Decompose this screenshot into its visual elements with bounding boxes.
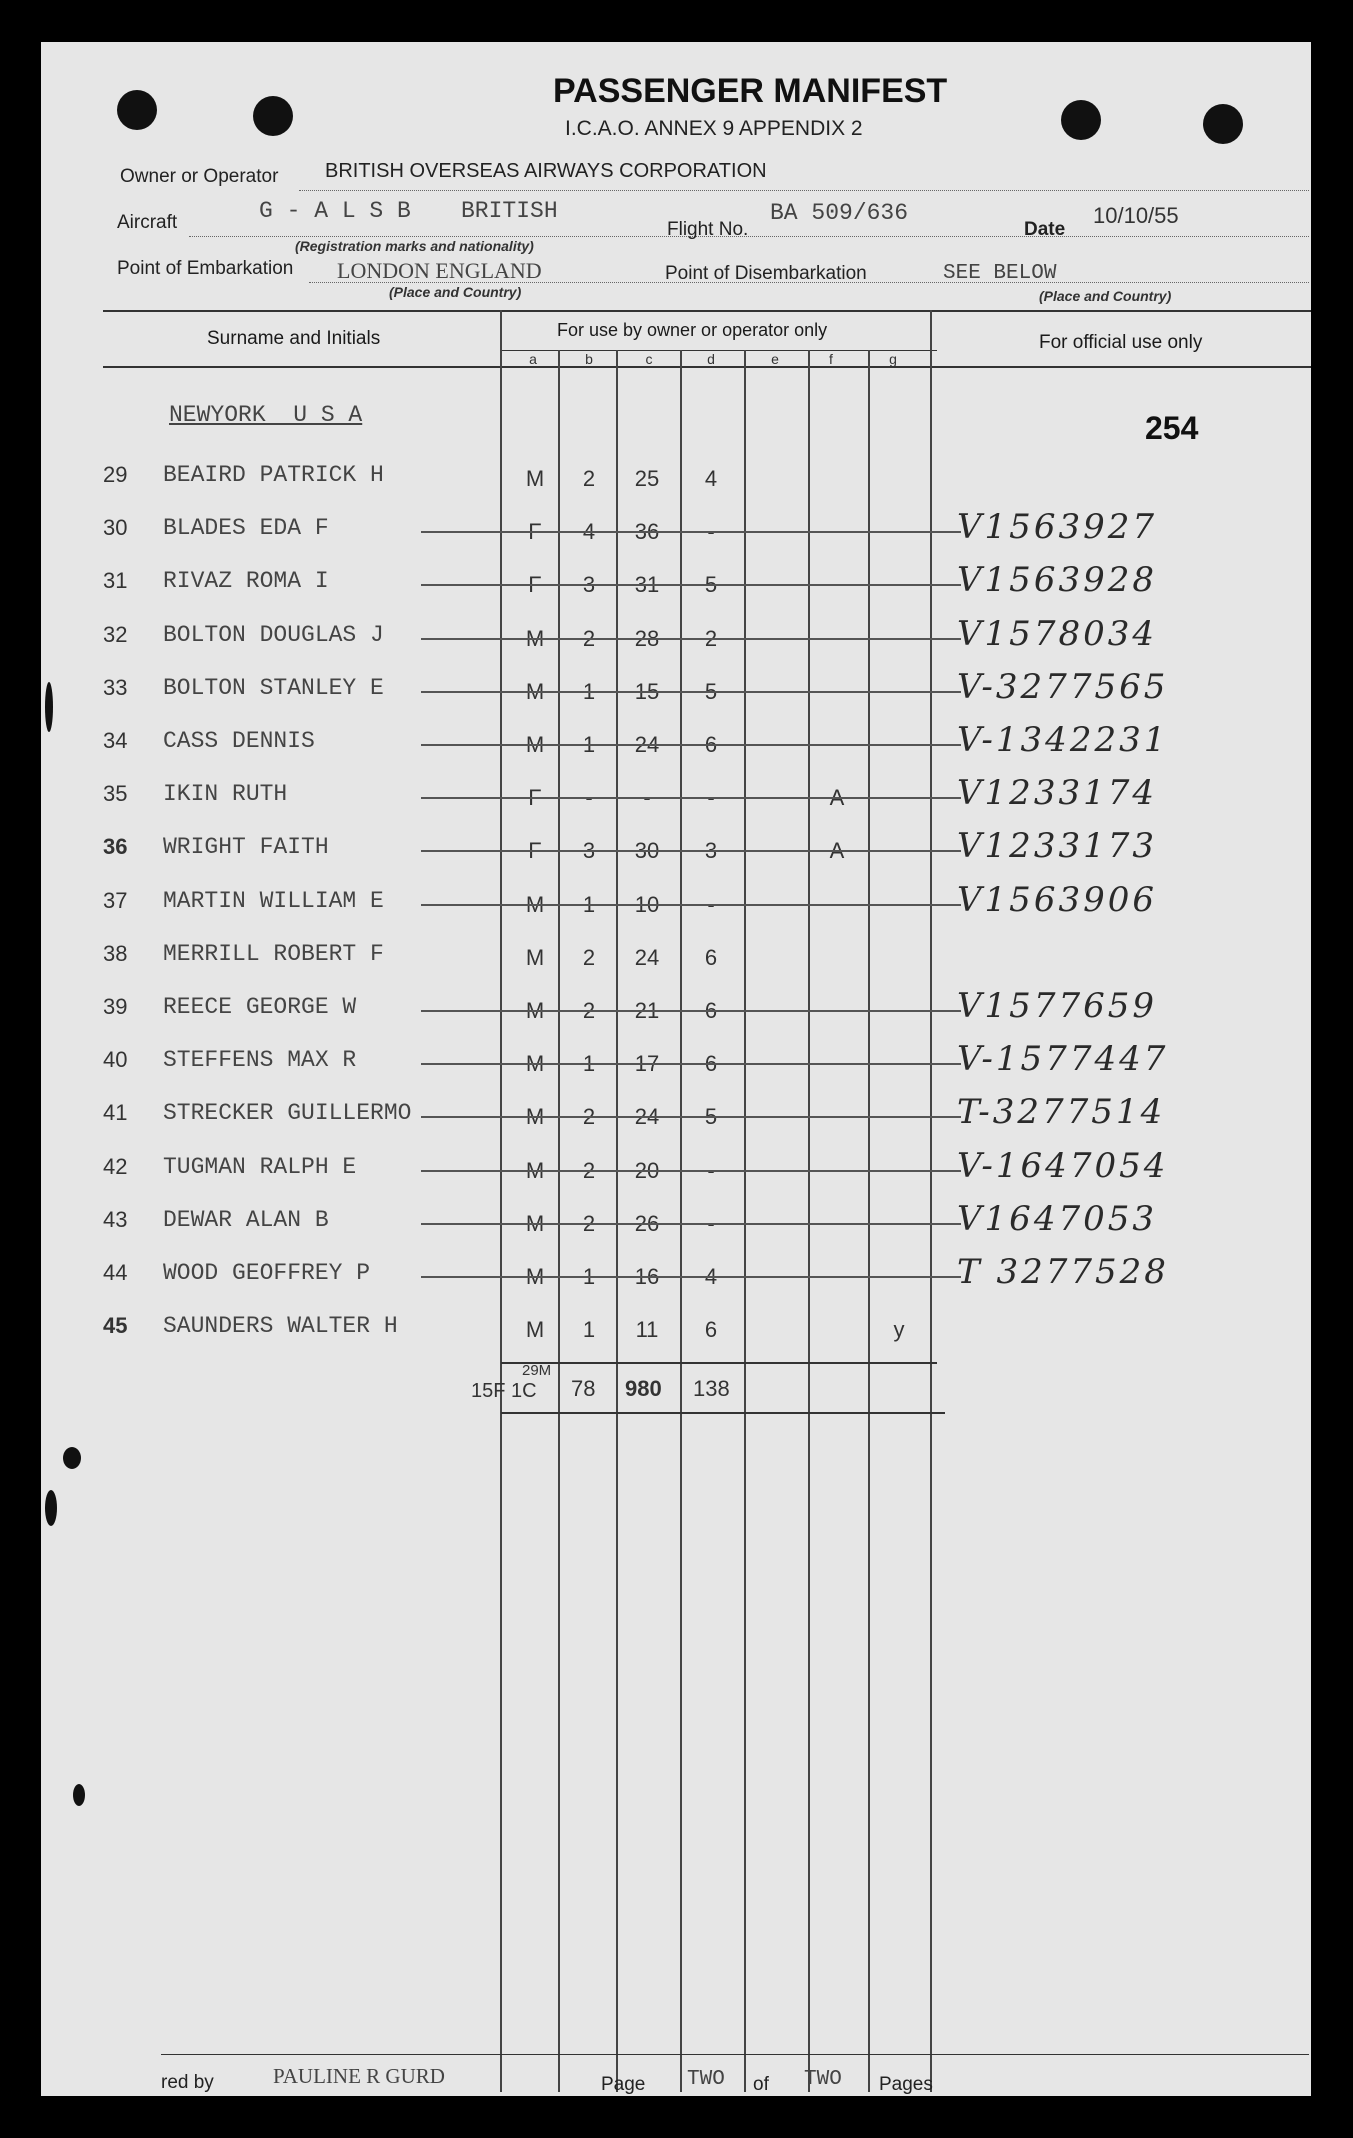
row-number: 32: [103, 621, 128, 647]
embarkation-note: (Place and Country): [389, 284, 522, 300]
aircraft-registration: G - A L S B: [259, 198, 411, 224]
manifest-subtitle: I.C.A.O. ANNEX 9 APPENDIX 2: [565, 117, 863, 140]
passenger-name: TUGMAN RALPH E: [163, 1153, 357, 1180]
cell-c: 25: [634, 466, 660, 491]
cell-c: 11: [635, 1317, 659, 1343]
row-number: 40: [103, 1047, 128, 1073]
cell-b: 1: [582, 678, 596, 704]
cell-c: 15: [634, 678, 660, 704]
subcol-a: a: [529, 351, 537, 367]
cell-a: M: [525, 998, 545, 1023]
col-rule-f: [868, 350, 870, 2092]
strike-line: [421, 691, 961, 693]
total-a-bottom: 15F 1C: [471, 1380, 537, 1402]
official-entry: V-1342231: [957, 720, 1169, 760]
totals-top-rule: [501, 1362, 937, 1364]
subcol-f: f: [829, 351, 833, 367]
passenger-name: BOLTON STANLEY E: [163, 674, 384, 701]
passenger-name: MARTIN WILLIAM E: [163, 887, 384, 914]
col-rule-a: [558, 350, 560, 2092]
cell-c: 10: [634, 891, 660, 917]
official-use-header: For official use only: [1039, 332, 1203, 353]
cell-b: 2: [582, 944, 596, 970]
row-number: 44: [103, 1260, 128, 1285]
strike-line: [421, 531, 961, 533]
cell-b: 2: [582, 1157, 596, 1183]
cell-b: 2: [582, 1104, 596, 1130]
official-entry: V-1577447: [957, 1039, 1169, 1080]
date-value: 10/10/55: [1093, 203, 1179, 228]
cell-d: -: [707, 785, 715, 811]
strike-line: [421, 584, 961, 586]
cell-d: -: [707, 1157, 715, 1183]
strike-line: [421, 1063, 961, 1065]
cell-d: 5: [704, 572, 718, 598]
official-entry: V1647053: [957, 1198, 1157, 1239]
owner-use-header: For use by owner or operator only: [557, 320, 828, 340]
passenger-name: IKIN RUTH: [163, 781, 288, 808]
official-entry: T 3277528: [957, 1252, 1169, 1292]
row-number: 43: [103, 1206, 128, 1232]
subcol-e: e: [771, 351, 779, 367]
disembarkation-value: SEE BELOW: [943, 262, 1057, 285]
col-rule-left: [500, 310, 502, 2092]
cell-a: M: [525, 1051, 545, 1077]
cell-c: 26: [634, 1210, 660, 1236]
page-value: TWO: [687, 2068, 725, 2091]
manifest-title: PASSENGER MANIFEST: [553, 72, 948, 110]
cell-a: M: [525, 944, 545, 970]
cell-b: 1: [582, 891, 596, 917]
cell-b: 1: [582, 1264, 596, 1289]
cell-c: 24: [634, 732, 660, 757]
aircraft-nationality: BRITISH: [461, 198, 558, 224]
row-number: 31: [103, 568, 128, 594]
passenger-name: BOLTON DOUGLAS J: [163, 621, 384, 648]
row-number: 37: [103, 887, 128, 913]
cell-f: A: [829, 785, 845, 811]
cell-a: M: [525, 891, 545, 917]
cell-c: 21: [634, 998, 660, 1023]
official-entry: T-3277514: [957, 1092, 1166, 1133]
punch-hole: [117, 90, 157, 130]
passenger-name: WRIGHT FAITH: [163, 834, 329, 861]
cell-a: M: [525, 1104, 545, 1130]
subcol-d: d: [707, 351, 715, 367]
ink-speck: [73, 1784, 85, 1806]
passenger-name: WOOD GEOFFREY P: [163, 1260, 371, 1286]
cell-c: 31: [634, 572, 660, 598]
total-b: 78: [571, 1376, 596, 1401]
total-d: 138: [693, 1376, 730, 1401]
row-number: 34: [103, 728, 128, 753]
cell-d: -: [707, 519, 715, 545]
official-entry: V1578034: [957, 613, 1157, 654]
pages-label: Pages: [879, 2074, 933, 2095]
flight-number: BA 509/636: [770, 200, 909, 226]
col-rule-e: [808, 350, 810, 2092]
cell-b: 3: [582, 838, 596, 864]
subcol-b: b: [585, 351, 593, 367]
cell-b: 1: [582, 732, 596, 757]
passenger-name: CASS DENNIS: [163, 728, 315, 754]
date-label: Date: [1024, 219, 1066, 240]
disembarkation-note: (Place and Country): [1039, 288, 1172, 304]
official-entry: V-1647054: [957, 1145, 1169, 1186]
cell-c: 28: [634, 625, 660, 651]
cell-a: M: [525, 678, 545, 704]
aircraft-label: Aircraft: [117, 212, 178, 233]
ink-speck: [45, 682, 53, 732]
cell-c: 30: [634, 838, 660, 864]
cell-a: M: [525, 1264, 545, 1289]
owner-line: [299, 190, 1309, 191]
cell-c: 20: [634, 1157, 660, 1183]
passenger-name: RIVAZ ROMA I: [163, 568, 329, 595]
col-rule-b: [616, 350, 618, 2092]
cell-d: 3: [704, 838, 718, 864]
strike-line: [421, 797, 961, 799]
total-c: 980: [625, 1376, 662, 1401]
cell-a: M: [525, 466, 545, 491]
passenger-name: MERRILL ROBERT F: [163, 940, 384, 967]
footer-rule: [161, 2054, 1309, 2055]
cell-b: 2: [582, 1210, 596, 1236]
cell-d: -: [707, 891, 715, 917]
registration-note: (Registration marks and nationality): [295, 238, 534, 254]
row-number: 38: [103, 940, 128, 966]
official-entry: V1563927: [957, 507, 1157, 548]
official-entry: V1233173: [957, 826, 1157, 867]
cell-d: 6: [704, 944, 718, 970]
cell-a: M: [525, 1317, 545, 1343]
cell-c: 24: [634, 1104, 660, 1130]
cell-a: F: [528, 838, 542, 864]
official-entry: V1577659: [957, 986, 1157, 1026]
of-value: TWO: [804, 2068, 842, 2091]
prepared-by-value: PAULINE R GURD: [273, 2064, 445, 2088]
embarkation-label: Point of Embarkation: [117, 258, 294, 279]
passenger-name: STEFFENS MAX R: [163, 1047, 357, 1074]
col-rule-c: [680, 350, 682, 2092]
passenger-name: STRECKER GUILLERMO: [163, 1100, 412, 1127]
strike-line: [421, 638, 961, 640]
cell-d: 6: [704, 1317, 718, 1343]
row-number: 29: [103, 462, 128, 487]
strike-line: [421, 744, 961, 746]
cell-f: A: [829, 838, 845, 864]
total-a-top: 29M: [522, 1362, 552, 1379]
strike-line: [421, 1223, 961, 1225]
official-entry: V1563928: [957, 560, 1157, 601]
aircraft-line: [189, 236, 1309, 237]
strike-line: [421, 904, 961, 906]
ink-speck: [45, 1490, 57, 1526]
row-number: 36: [103, 834, 128, 860]
strike-line: [421, 1116, 961, 1118]
owner-value: BRITISH OVERSEAS AIRWAYS CORPORATION: [325, 160, 767, 182]
passenger-name: SAUNDERS WALTER H: [163, 1313, 398, 1340]
cell-b: 3: [582, 572, 596, 598]
cell-a: M: [525, 1157, 545, 1183]
cell-d: 4: [704, 466, 718, 491]
prepared-label: red by: [161, 2072, 214, 2093]
of-label: of: [753, 2074, 769, 2095]
cell-a: F: [528, 785, 542, 811]
subcol-g: g: [889, 351, 897, 367]
passenger-name: BEAIRD PATRICK H: [163, 462, 384, 488]
table-top-rule: [103, 310, 1311, 312]
cell-d: 6: [704, 732, 718, 757]
cell-c: 36: [634, 519, 660, 545]
strike-line: [421, 1170, 961, 1172]
punch-hole: [1061, 100, 1101, 140]
surname-column-header: Surname and Initials: [207, 328, 381, 349]
col-rule-right: [930, 310, 932, 2092]
cell-a: M: [525, 1210, 545, 1236]
destination: NEWYORK U S A: [169, 402, 363, 428]
strike-line: [421, 1276, 961, 1278]
cell-b: 2: [582, 998, 596, 1023]
cell-b: 4: [582, 519, 596, 545]
row-number: 45: [103, 1313, 128, 1339]
cell-a: F: [528, 572, 542, 598]
row-number: 39: [103, 994, 128, 1019]
cell-d: 5: [704, 1104, 718, 1130]
col-rule-d: [744, 350, 746, 2092]
totals-bottom-rule: [501, 1412, 945, 1414]
flight-label: Flight No.: [667, 219, 749, 240]
cell-d: 6: [704, 998, 718, 1023]
cell-b: 1: [582, 1051, 596, 1077]
cell-b: 1: [582, 1317, 596, 1343]
row-number: 30: [103, 515, 128, 541]
cell-b: 2: [582, 466, 596, 491]
cell-d: 5: [704, 678, 718, 704]
official-entry: V1563906: [957, 879, 1157, 920]
cell-c: 16: [634, 1264, 660, 1289]
cell-d: 4: [704, 1264, 718, 1289]
disembarkation-label: Point of Disembarkation: [665, 263, 867, 284]
embarkation-value: LONDON ENGLAND: [337, 258, 542, 283]
official-entry: V-3277565: [957, 666, 1169, 707]
cell-d: 6: [704, 1051, 718, 1077]
cell-a: F: [528, 519, 542, 545]
manifest-page: [41, 42, 1311, 2096]
official-number: 254: [1145, 410, 1199, 446]
row-number: 35: [103, 781, 128, 807]
subcol-c: c: [645, 351, 653, 367]
owner-label: Owner or Operator: [120, 166, 279, 187]
row-number: 33: [103, 674, 128, 700]
cell-c: 24: [634, 944, 660, 970]
cell-c: 17: [634, 1051, 660, 1077]
cell-a: M: [525, 732, 545, 757]
cell-g: y: [893, 1317, 905, 1343]
cell-d: 2: [704, 625, 718, 651]
ink-speck: [63, 1447, 81, 1469]
row-number: 41: [103, 1100, 128, 1126]
strike-line: [421, 1010, 961, 1012]
passenger-name: DEWAR ALAN B: [163, 1206, 329, 1233]
passenger-name: BLADES EDA F: [163, 515, 329, 542]
cell-a: M: [525, 625, 545, 651]
official-entry: V1233174: [957, 773, 1157, 814]
strike-line: [421, 850, 961, 852]
cell-c: -: [643, 785, 651, 811]
cell-d: -: [707, 1210, 715, 1236]
cell-b: 2: [582, 625, 596, 651]
punch-hole: [253, 96, 293, 136]
passenger-name: REECE GEORGE W: [163, 994, 357, 1020]
row-number: 42: [103, 1153, 128, 1179]
cell-b: -: [585, 785, 593, 811]
page-label: Page: [601, 2074, 646, 2095]
punch-hole: [1203, 104, 1243, 144]
